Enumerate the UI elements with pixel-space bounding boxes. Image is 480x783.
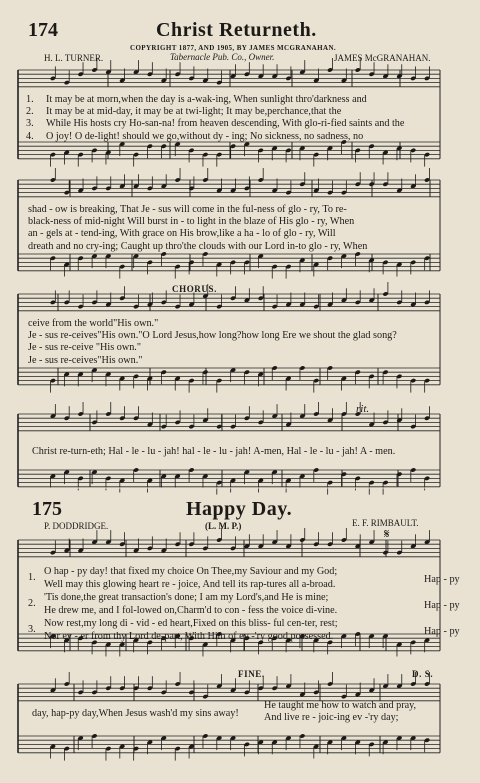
meter-label: (L. M. P.)	[205, 521, 242, 531]
fine-label: FINE.	[238, 669, 265, 679]
ds-label: D. S.	[412, 669, 434, 679]
staff	[18, 414, 440, 431]
lyricist-credit: P. DODDRIDGE.	[44, 521, 109, 531]
refrain-lines: He taught me how to watch and pray, And live re - joic-ing ev -'ry day;	[264, 700, 417, 724]
lyrics-line: day, hap-py day,When Jesus wash'd my sins away!	[32, 708, 239, 719]
lyrics-line: Christ re-turn-eth; Hal - le - lu - jah! hal - le - lu - jah! A-men, Hal - le - lu - jah! A - men.	[32, 446, 396, 457]
staff	[18, 180, 440, 197]
copyright-notice: COPYRIGHT 1877, AND 1905, BY JAMES MCGRANAHAN.	[130, 44, 337, 52]
lyrics-block: It may be at morn,when the day is a-wak-ing, When sunlight thro'darkness and It may be at mid-day, it may be at twi-light; It may be,perchance,that the While His hosts cry Ho-san-na! from heaven descending, With glo-ri-fied saints and the O joy! O de-light! should we go,without dy - ing; No sickness, no sadness, no	[46, 94, 405, 142]
hymn-title: Christ Returneth.	[156, 19, 317, 41]
staff	[18, 540, 440, 557]
lyrics-block: ceive from the world"His own." Je - sus re-ceives"His own."O Lord Jesus,how long?how long Ere we shout the glad song? Je - sus re-ceive "His own." Je - sus re-ceives"His own."	[28, 318, 397, 366]
hymn-number: 174	[28, 19, 58, 41]
composer-credit: E. F. RIMBAULT.	[352, 518, 419, 528]
publisher-credit: Tabernacle Pub. Co., Owner.	[170, 52, 275, 62]
lyricist-credit: H. L. TURNER.	[44, 53, 104, 63]
refrain-cue: Hap - py Hap - py Hap - py	[424, 574, 460, 637]
hymn-number: 175	[32, 498, 62, 520]
staff	[18, 368, 440, 385]
verse-numbers: 1. 2. 3.	[28, 572, 36, 635]
ritardando-marking: rit.	[356, 403, 370, 415]
composer-credit: JAMES McGRANAHAN.	[334, 53, 431, 63]
hymn-title: Happy Day.	[186, 498, 293, 520]
lyrics-block: O hap - py day! that fixed my choice On Thee,my Saviour and my God; Well may this glowing heart re - joice, And tell its rap-tures all a-broad. 'Tis done,the great transaction's done; I am my Lord's,and He is mine; He drew me, and I fol-lowed on,Charm'd to con - fess the voice di-vine. Now rest,my long di - vid - ed heart,Fixed on this bliss- ful cen-ter, rest; Nor ev - er from thy Lord de-part, With Him of ev -'ry good possessed.	[44, 566, 338, 642]
verse-numbers: 1. 2. 3. 4.	[26, 94, 34, 142]
lyrics-block: shad - ow is breaking, That Je - sus will come in the ful-ness of glo - ry, To re- black-ness of mid-night Will burst in - to light in the blaze of His glo - ry, When an - gels at - tend-ing, With grace on His brow,like a ha - lo of glo - ry, Will dreath and no cry-ing; Caught up thro'the clouds with our Lord in-to glo - ry, When	[28, 204, 368, 252]
chorus-label: CHORUS.	[172, 284, 217, 294]
segno-sign: 𝄋	[384, 526, 390, 541]
